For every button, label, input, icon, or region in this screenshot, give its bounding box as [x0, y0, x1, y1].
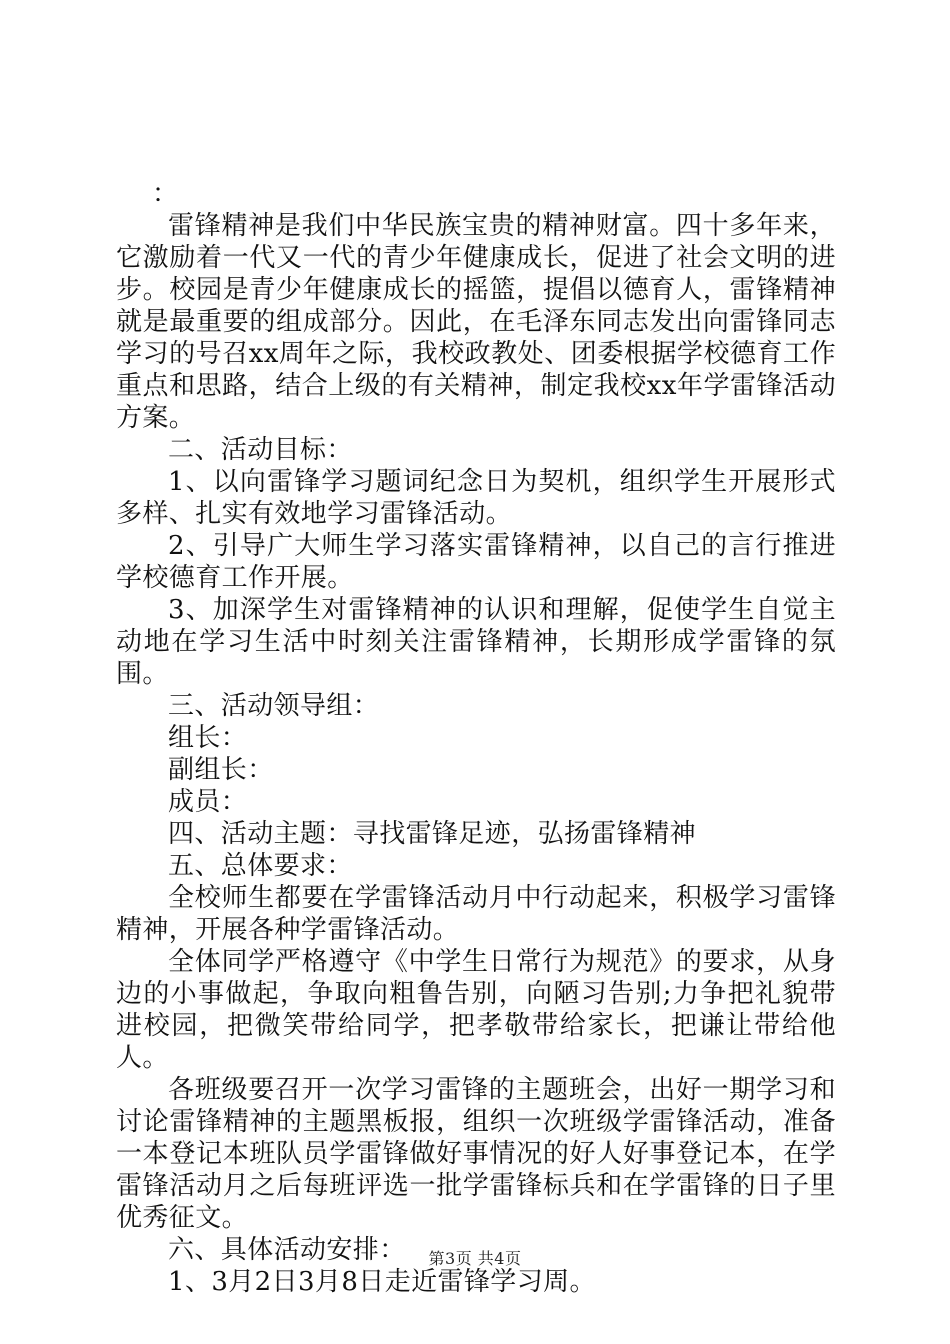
heading-general-requirements: 五、总体要求： [168, 851, 353, 881]
leader-line: 组长： [168, 723, 248, 753]
arrangement-item-1: 1、3月2日3月8日走近雷锋学习周。 [168, 1267, 596, 1297]
paragraph-intro: 雷锋精神是我们中华民族宝贵的精神财富。四十多年来，它激励着一代又一代的青少年健康成长，促进了社会文明的进步。校园是青少年健康成长的摇篮，提倡以德育人，雷锋精神就是最重要的组成部分。因此，在毛泽东同志发出向雷锋同志学习的号召xx周年之际，我校政教处、团委根据学校德育工作重点和思路，结合上级的有关精神，制定我校xx年学雷锋活动方案。 [116, 211, 836, 433]
heading-specific-arrangements: 六、具体活动安排： [168, 1235, 406, 1265]
page-footer: 第3页 共4页 [428, 1249, 522, 1268]
paragraph-colon: ： [152, 179, 179, 209]
heading-activity-goals: 二、活动目标： [168, 435, 353, 465]
members-line: 成员： [168, 787, 248, 817]
heading-leadership-group: 三、活动领导组： [168, 691, 380, 721]
document-body [116, 178, 836, 1298]
goal-item-2: 2、引导广大师生学习落实雷锋精神，以自己的言行推进学校德育工作开展。 [116, 531, 836, 593]
goal-item-3: 3、加深学生对雷锋精神的认识和理解，促使学生自觉主动地在学习生活中时刻关注雷锋精神，长期形成学雷锋的氛围。 [116, 595, 836, 689]
requirement-paragraph-2: 全体同学严格遵守《中学生日常行为规范》的要求，从身边的小事做起，争取向粗鲁告别，向陋习告别;力争把礼貌带进校园，把微笑带给同学，把孝敬带给家长，把谦让带给他人。 [116, 947, 836, 1073]
requirement-paragraph-3: 各班级要召开一次学习雷锋的主题班会，出好一期学习和讨论雷锋精神的主题黑板报，组织一次班级学雷锋活动，准备一本登记本班队员学雷锋做好事情况的好人好事登记本，在学雷锋活动月之后每班评选一批学雷锋标兵和在学雷锋的日子里优秀征文。 [116, 1075, 836, 1233]
deputy-leader-line: 副组长： [168, 755, 274, 785]
requirement-paragraph-1: 全校师生都要在学雷锋活动月中行动起来，积极学习雷锋精神，开展各种学雷锋活动。 [116, 883, 836, 945]
goal-item-1: 1、以向雷锋学习题词纪念日为契机，组织学生开展形式多样、扎实有效地学习雷锋活动。 [116, 467, 836, 529]
heading-activity-theme: 四、活动主题：寻找雷锋足迹，弘扬雷锋精神 [168, 819, 697, 849]
